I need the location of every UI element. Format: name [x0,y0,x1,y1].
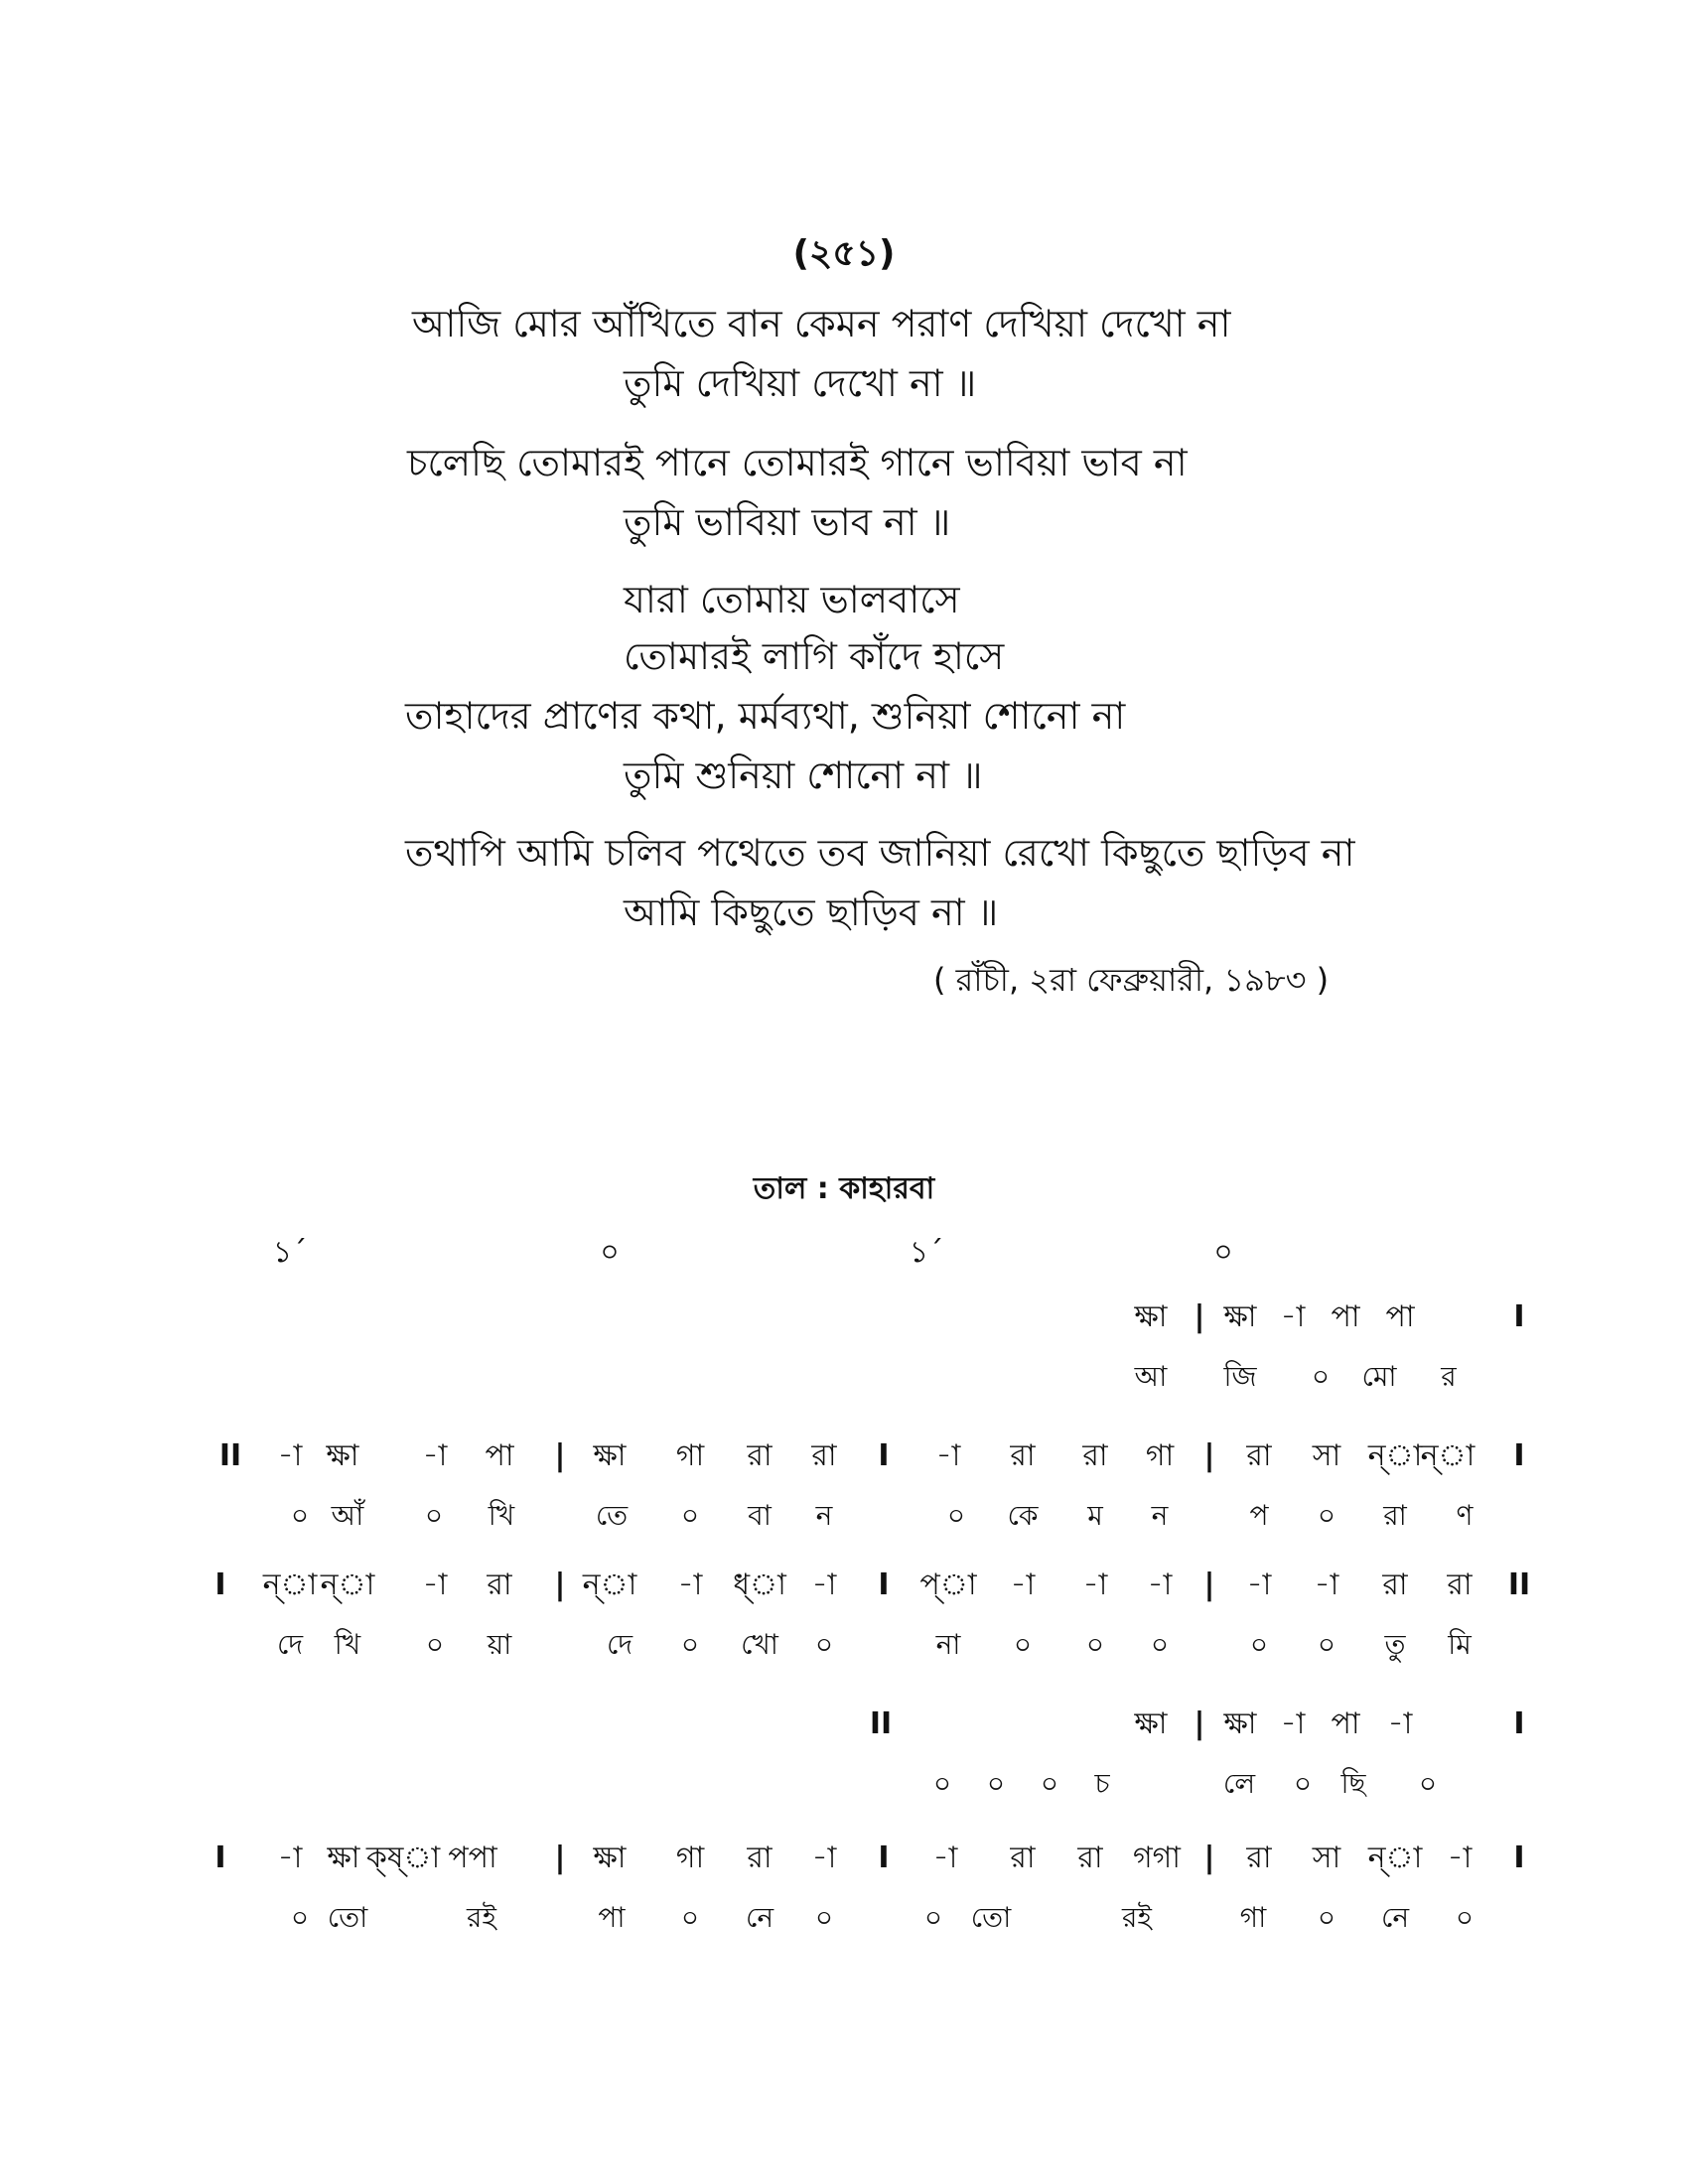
syllable: খো [741,1628,778,1661]
bar-line: II [1507,1568,1531,1602]
note: গা [675,1841,705,1875]
note: গা [675,1438,705,1473]
syllable: তো [970,1901,1012,1934]
syllable: ০ [1418,1767,1438,1800]
syllable: ০ [1311,1360,1331,1393]
note: রা [1447,1568,1473,1602]
note: রা [811,1438,837,1473]
note: ক্ষা [1223,1706,1257,1741]
note: পা [1331,1706,1360,1741]
lyric-line-9: তথাপি আমি চলিব পথেতে তব জানিয়া রেখো কিছুতে ছাড়িব না [405,831,1355,875]
syllable: ০ [1317,1628,1336,1661]
beat-mark: ০ [1213,1235,1233,1270]
note: রা [1246,1841,1272,1875]
date-line: ( রাঁচী, ২রা ফেব্রুয়ারী, ১৯৮৩ ) [933,961,1330,999]
beat-mark: ০ [600,1235,620,1270]
syllable: ০ [1455,1901,1475,1934]
syllable: খি [488,1499,515,1532]
syllable: না [935,1628,961,1661]
bar-line: I [878,1841,890,1875]
bar-line: I [1513,1438,1525,1473]
note: -া [1246,1568,1272,1602]
note: -া [1010,1568,1036,1602]
syllable: ছি [1340,1767,1366,1800]
syllable: রা [1383,1499,1407,1532]
note: -া [277,1438,303,1473]
lyric-line-8: তুমি শুনিয়া শোনো না ॥ [624,753,983,797]
syllable: খি [334,1628,361,1661]
beat-mark: ১´ [272,1235,308,1270]
syllable: তে [595,1499,629,1532]
note: রা [747,1438,773,1473]
note: রা [1082,1438,1108,1473]
note: রা [747,1841,773,1875]
note: গগা [1132,1841,1182,1875]
note: ন্া [582,1568,637,1602]
syllable: আ [1134,1360,1168,1393]
lyric-line-6: তোমারই লাগি কাঁদে হাসে [624,634,1005,678]
note: প্া [919,1568,977,1602]
lyric-line-2: তুমি দেখিয়া দেখো না ॥ [624,361,977,405]
bar-line: | [554,1841,566,1875]
note: ক্ষা [326,1438,359,1473]
syllable: ০ [424,1499,444,1532]
syllable: ০ [680,1499,700,1532]
note: গা [1145,1438,1175,1473]
note: ধ্া [733,1568,786,1602]
bar-line: | [1203,1568,1215,1602]
syllable: ০ [923,1901,943,1934]
syllable: ০ [986,1767,1006,1800]
note: -া [1447,1841,1473,1875]
note: ক্ষা [1134,1706,1168,1741]
note: ন্া [262,1568,318,1602]
note: রা [1077,1841,1103,1875]
syllable: দে [276,1628,304,1661]
lyric-line-3: চলেছি তোমারই পানে তোমারই গানে ভাবিয়া ভাব না [407,441,1188,484]
bar-line: I [878,1438,890,1473]
syllable: ০ [932,1767,952,1800]
note: -া [1082,1568,1108,1602]
syllable: ণ [1456,1499,1474,1532]
syllable: ০ [425,1628,445,1661]
syllable: ০ [1317,1499,1336,1532]
note: -া [811,1841,837,1875]
note: ন্া [1367,1438,1423,1473]
lyric-line-5: যারা তোমায় ভালবাসে [624,578,960,621]
syllable: ০ [814,1628,834,1661]
bar-line: I [878,1568,890,1602]
syllable: ০ [290,1901,310,1934]
syllable: ন [1151,1499,1169,1532]
note: ক্ষা [593,1438,627,1473]
syllable: গা [1239,1901,1267,1934]
lyric-line-1: আজি মোর আঁখিতে বান কেমন পরাণ দেখিয়া দেখো না [412,302,1231,345]
syllable: আঁ [331,1499,364,1532]
note: ক্ষ্া [365,1841,441,1875]
bar-line: I [1513,1706,1525,1741]
bar-line: II [869,1706,893,1741]
note: -া [932,1841,958,1875]
bar-line: I [214,1841,226,1875]
note: ক্ষা [1223,1299,1257,1334]
note: -া [1387,1706,1413,1741]
bar-line: I [1513,1299,1525,1334]
note: ন্া [320,1568,375,1602]
syllable: ০ [1150,1628,1170,1661]
syllable: ম [1087,1499,1103,1532]
note: -া [1280,1299,1306,1334]
note: -া [1147,1568,1173,1602]
syllable: ০ [1085,1628,1105,1661]
syllable: র [1441,1360,1457,1393]
bar-line: | [1203,1438,1215,1473]
syllable: প [1249,1499,1269,1532]
syllable: বা [748,1499,772,1532]
syllable: কে [1007,1499,1039,1532]
syllable: মি [1448,1628,1472,1661]
song-number: (২৫১) [792,233,896,274]
note: ক্ষা [1134,1299,1168,1334]
note: -া [677,1568,703,1602]
syllable: ০ [680,1628,700,1661]
syllable: ০ [1249,1628,1269,1661]
syllable: মো [1361,1360,1397,1393]
note: -া [422,1438,448,1473]
note: রা [1010,1841,1036,1875]
syllable: ০ [1317,1901,1336,1934]
lyric-line-4: তুমি ভাবিয়া ভাব না ॥ [624,500,951,544]
syllable: রই [467,1901,496,1934]
note: ন্া [1420,1438,1476,1473]
syllable: তো [327,1901,368,1934]
note: পপা [448,1841,497,1875]
syllable: ন [815,1499,833,1532]
bar-line: II [218,1438,242,1473]
note: ক্ষা [327,1841,360,1875]
syllable: তু [1384,1628,1406,1661]
syllable: ০ [1293,1767,1313,1800]
note: -া [1280,1706,1306,1741]
note: রা [1246,1438,1272,1473]
bar-line: I [214,1568,226,1602]
note: -া [811,1568,837,1602]
syllable: ০ [946,1499,966,1532]
bar-line: | [1203,1841,1215,1875]
syllable: লে [1222,1767,1256,1800]
note: -া [422,1568,448,1602]
note: সা [1312,1841,1341,1875]
note: রা [1010,1438,1036,1473]
syllable: পা [598,1901,626,1934]
note: ক্ষা [593,1841,627,1875]
note: -া [277,1841,303,1875]
lyric-line-7: তাহাদের প্রাণের কথা, মর্মব্যথা, শুনিয়া শোনো না [405,694,1126,738]
syllable: নে [1380,1901,1410,1934]
syllable: ০ [1013,1628,1033,1661]
note: সা [1312,1438,1341,1473]
note: রা [487,1568,512,1602]
syllable: ০ [1040,1767,1059,1800]
lyric-line-10: আমি কিছুতে ছাড়িব না ॥ [624,890,999,934]
note: পা [1385,1299,1415,1334]
tala-heading: তাল : কাহারবা [753,1171,935,1206]
beat-mark: ১´ [909,1235,944,1270]
bar-line: I [1513,1841,1525,1875]
note: ন্া [1367,1841,1423,1875]
bar-line: | [1194,1706,1205,1741]
note: রা [1382,1568,1408,1602]
syllable: নে [745,1901,774,1934]
syllable: জি [1223,1360,1257,1393]
syllable: রই [1122,1901,1152,1934]
syllable: চ [1094,1767,1110,1800]
note: পা [1331,1299,1360,1334]
note: পা [485,1438,514,1473]
bar-line: | [1194,1299,1205,1334]
bar-line: | [554,1568,566,1602]
note: -া [935,1438,961,1473]
syllable: দে [606,1628,633,1661]
bar-line: | [554,1438,566,1473]
syllable: য়া [487,1628,512,1661]
note: -া [1314,1568,1339,1602]
syllable: ০ [814,1901,834,1934]
syllable: ০ [290,1499,310,1532]
syllable: ০ [680,1901,700,1934]
